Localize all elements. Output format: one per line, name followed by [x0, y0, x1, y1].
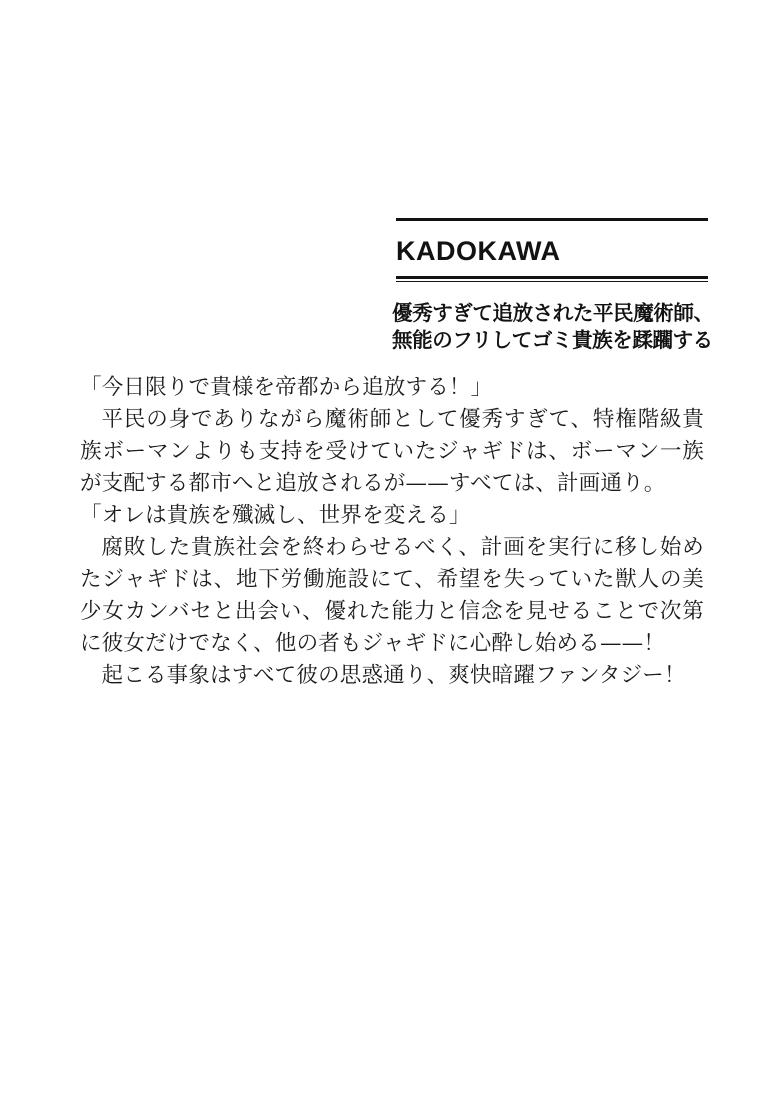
synopsis-block — [80, 372, 704, 692]
publisher-block — [396, 218, 708, 282]
book-title — [392, 300, 712, 355]
synopsis-paragraph: 起こる事象はすべて彼の思惑通り、爽快暗躍ファンタジー！ — [101, 663, 686, 689]
top-divider — [396, 218, 708, 221]
title-line-1: 優秀すぎて追放された平民魔術師、 — [392, 301, 714, 325]
synopsis-paragraph: 「今日限りで貴様を帝都から追放する！」 — [80, 375, 493, 400]
synopsis-paragraph: 「オレは貴族を殲滅し、世界を変える」 — [80, 503, 471, 529]
title-line-2: 無能のフリしてゴミ貴族を蹂躙する — [392, 328, 713, 353]
thin-divider — [396, 281, 708, 282]
synopsis-paragraph: 平民の身でありながら魔術師として優秀すぎて、特権階級貴族ボーマンよりも支持を受けていたジャギドは、ボーマン一族が支配する都市へと追放されるが——すべては、計画通り。 — [80, 407, 704, 497]
middle-divider — [396, 276, 708, 279]
publisher-logo-text: KADOKAWA — [396, 236, 561, 266]
synopsis-paragraph: 腐敗した貴族社会を終わらせるべく、計画を実行に移し始めたジャギドは、地下労働施設にて、希望を失っていた獣人の美少女カンバセと出会い、優れた能力と信念を見せることで次第に彼女だけでなく、他の者もジャギドに心酔し始める——！ — [80, 535, 704, 657]
